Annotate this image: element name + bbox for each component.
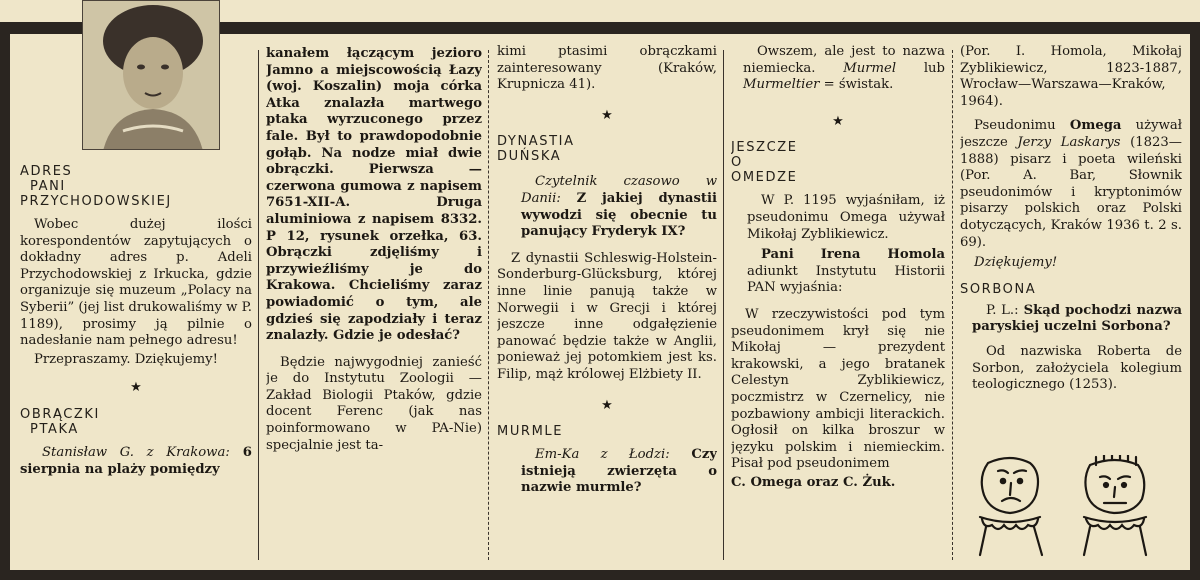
question-text: Z jakiej dynastii wywodzi się obecnie tu panujący Fryderyk IX?: [521, 190, 717, 240]
answer-text: = świstak.: [819, 77, 894, 93]
cartoon-faces-icon: [970, 455, 1180, 560]
paragraph: (Por. I. Homola, Mikołaj Zyblikiewicz, 1823-1887, Wrocław—Warszawa—Kraków, 1964).: [960, 44, 1182, 109]
heading-line: JESZCZE: [731, 140, 798, 156]
heading-jeszcze: [731, 140, 945, 185]
reader-name: Stanisław G. z Krakowa:: [42, 444, 230, 460]
star-separator: ★: [601, 397, 613, 413]
term: Murmeltier: [743, 77, 820, 93]
heading-line: PANI: [30, 179, 66, 194]
question-text: Skąd pochodzi nazwa paryskiej uczelni Sorbona?: [972, 302, 1182, 335]
heading-obraczki: [20, 407, 252, 437]
term: Murmel: [843, 60, 897, 76]
column-rule: [488, 50, 489, 560]
heading-line: OBRĄCZKI: [20, 406, 100, 422]
paragraph: Będzie najwygodniej zanieść je do Instytutu Zoologii — Zakład Biologii Ptaków, gdzie docent Ferenc (jak nas poinformowano w PA-Nie) specjalnie jest ta-: [266, 354, 482, 453]
column-3: [497, 40, 717, 566]
paragraph: [20, 445, 252, 478]
reader-name: Czytelnik czasowo w Danii:: [521, 174, 717, 206]
answer-text: lub: [896, 60, 945, 76]
cartoon-illustration: [970, 455, 1180, 560]
text: używał jeszcze: [960, 118, 1182, 150]
question-text: Czy istnieją zwierzęta o nazwie murmle?: [521, 447, 717, 496]
author-name: Pani Irena Homola: [761, 247, 945, 263]
column-rule: [723, 50, 724, 560]
answer-text: Owszem, ale jest to nazwa niemiecka.: [743, 44, 945, 76]
heading-sorbona: SORBONA: [960, 281, 1037, 297]
answer: Od nazwiska Roberta de Sorbon, założyciela kolegium teologicznego (1253).: [972, 343, 1182, 393]
author-name: Jerzy Laskarys: [1017, 134, 1121, 150]
heading-line: DYNASTIA: [497, 134, 575, 150]
star-separator: ★: [130, 380, 142, 396]
star-separator: ★: [601, 107, 613, 123]
column-rule: [258, 50, 259, 560]
column-rule: [952, 50, 953, 560]
question: [960, 303, 1182, 336]
paragraph: C. Omega oraz C. Żuk.: [731, 474, 896, 490]
heading-line: OMEDZE: [731, 170, 798, 186]
column-4: [731, 40, 945, 566]
column-2: [266, 40, 482, 566]
question-text: kanałem łączącym jezioro Jamno a miejscowością Łazy (woj. Koszalin) moja córka Atka znalazła martwego ptaka wyrzuconego przez fale. Był to prawdopodobnie gołąb. Na nodze miał dwie obrączki. Pierwsza — czerwona gumowa z napisem 7651-XII-A. Druga aluminiowa z napisem 8332. P 12, rysunek orzełka, 63. Obrączki zdjęliśmy i przywieźliśmy je do Krakowa. Chcieliśmy zaraz powiadomić o tym, ale gdzieś się zapodziały i teraz znalazły. Gdzie je odesłać?: [266, 46, 482, 344]
signature: [731, 247, 945, 297]
heading-dynastia: [497, 134, 717, 164]
reader-name: Em-Ka z Łodzi:: [535, 447, 670, 463]
answer: Z dynastii Schleswig-Holstein-Sonderburg-Glücksburg, której inne linie panują także w Norwegii i w Grecji i której jeszcze inne odgałęzienie panować będzie także w Anglii, ponieważ jej potomkiem jest ks. Filip, mąż królowej Elżbiety II.: [497, 250, 717, 382]
paragraph: W P. 1195 wyjaśniłam, iż pseudonimu Omega używał Mikołaj Zyblikiewicz.: [747, 193, 945, 242]
frame-left-border: [0, 22, 10, 580]
paragraph: Przepraszamy. Dziękujemy!: [34, 351, 218, 367]
heading-line: DUŃSKA: [497, 149, 562, 165]
heading-line: PTAKA: [30, 421, 79, 437]
paragraph: Wobec dużej ilości korespondentów zapytujących o dokładny adres p. Adeli Przychodowskiej z Irkucka, gdzie organizuje się muzeum „Polacy na Syberii” (jej list drukowaliśmy w P. 1189), prosimy ją pilnie o nadesłanie nam pełnego adresu!: [20, 217, 252, 349]
heading-line: PRZYCHODOWSKIEJ: [20, 194, 172, 209]
heading-line: ADRES: [20, 164, 73, 179]
star-separator: ★: [832, 113, 844, 129]
frame-bottom-border: [0, 570, 1200, 580]
frame-right-border: [1190, 22, 1200, 580]
pseudonym: Omega: [1069, 118, 1122, 134]
paragraph: W rzeczywistości pod tym pseudonimem krył się nie Mikołaj — prezydent krakowski, a jego bratanek Celestyn Zyblikiewicz, poczmistrz w Czernelicy, nie pozbawiony ambicji literackich. Ogłosił on kilka broszur w języku polskim i niemieckim. Pisał pod pseudonimem: [731, 306, 945, 472]
heading-line: O: [731, 155, 743, 171]
answer: [731, 44, 945, 94]
heading-murmle: MURMLE: [497, 424, 564, 440]
question: [497, 174, 717, 240]
paragraph: kimi ptasimi obrączkami zainteresowany (Kraków, Krupnicza 41).: [497, 44, 717, 93]
paragraph: Dziękujemy!: [974, 255, 1058, 271]
reader-name: P. L.:: [986, 302, 1019, 318]
paragraph: [960, 118, 1182, 251]
heading-adres: [20, 164, 252, 209]
column-1: [20, 40, 252, 566]
text: (1823—1888) pisarz i poeta wileński (Por. A. Bar, Słownik pseudonimów i kryptonimów pisarzy polskich oraz Polski dotyczących, Kraków 1936 t. 2 s. 69).: [960, 134, 1182, 250]
text: Pseudonimu: [974, 118, 1070, 134]
question: [497, 447, 717, 497]
question-text: 6 sierpnia na plaży pomiędzy: [20, 444, 252, 477]
author-title: adiunkt Instytutu Historii PAN wyjaśnia:: [747, 263, 945, 296]
